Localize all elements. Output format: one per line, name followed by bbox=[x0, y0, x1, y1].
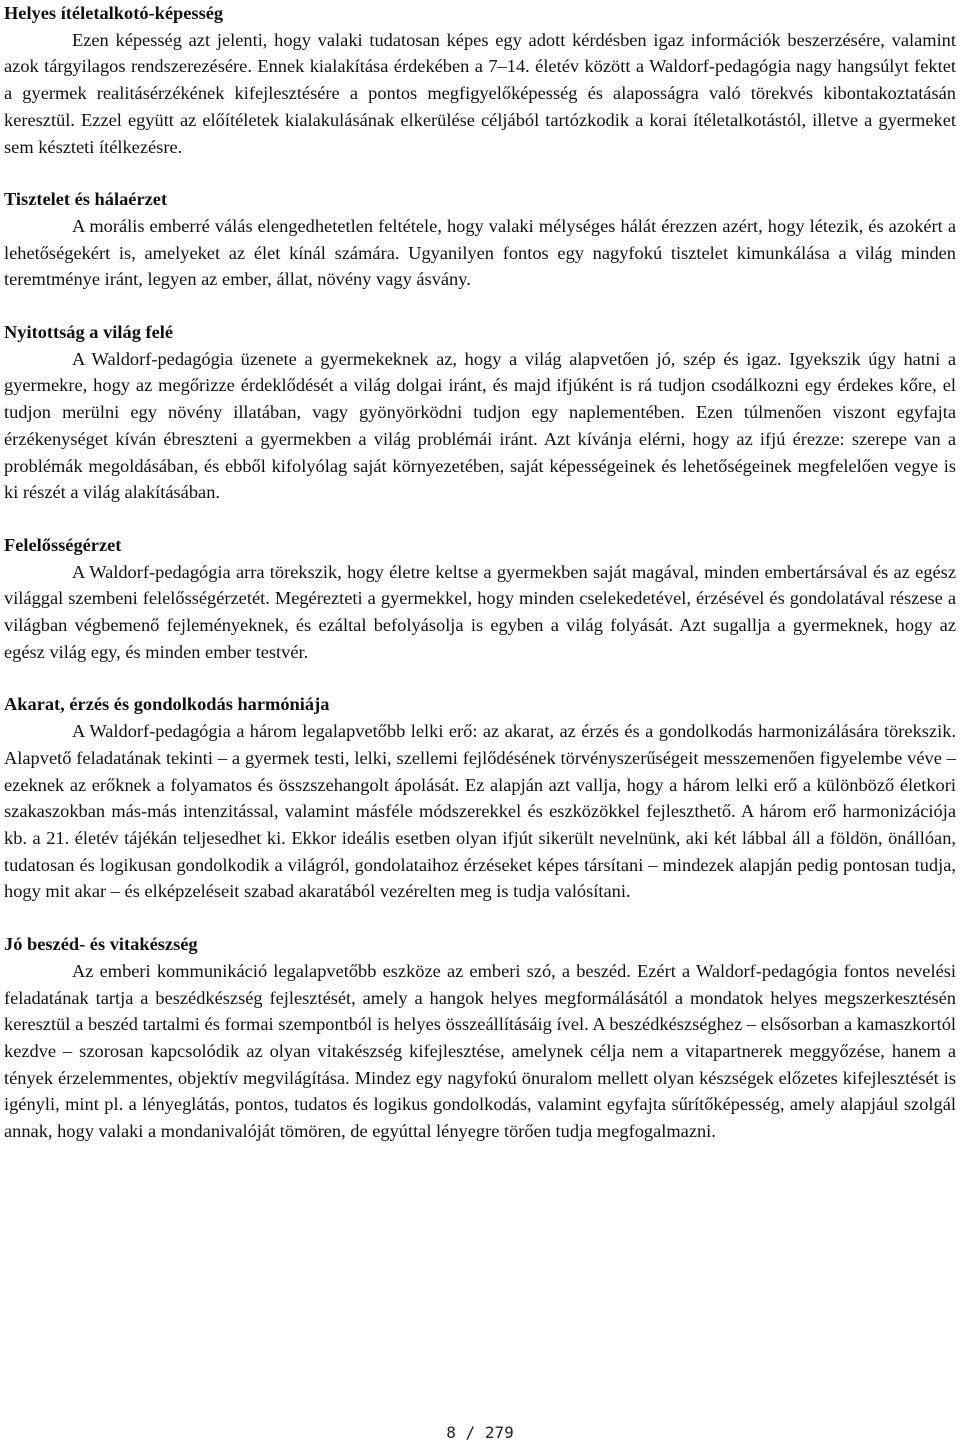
section-heading: Helyes ítéletalkotó-képesség bbox=[4, 3, 224, 23]
page-number: 8 / 279 bbox=[446, 1423, 514, 1442]
section-nyitottsag bbox=[4, 319, 956, 506]
section-beszed bbox=[4, 931, 956, 1145]
section-heading: Nyitottság a világ felé bbox=[4, 322, 174, 343]
section-heading: Akarat, érzés és gondolkodás harmóniája bbox=[4, 694, 330, 715]
section-paragraph: Az emberi kommunikáció legalapvetőbb eszköze az emberi szó, a beszéd. Ezért a Waldorf-pedagógia fontos nevelési feladatának tartja a beszédkészség fejlesztését, amely a hangok helyes megformálásától a mondatok helyes megszerkesztésén keresztül a beszéd tartalmi és formai szempontból is helyes összeállításáig ível. A beszédkészséghez – elsősorban a kamaszkortól kezdve – szorosan kapcsolódik az olyan vitakészség kifejlesztése, amelynek célja nem a vitapartnerek meggyőzése, hanem a tények érzelemmentes, objektív megvilágítása. Mindez egy nagyfokú önuralom mellett olyan készségek előzetes kifejlesztését is igényli, mint pl. a lényeglátás, pontos, tudatos és logikus gondolkodás, valamint egyfajta sűrítőképesség, amely alapjául szolgál annak, hogy valaki a mondanivalóját tömören, de egyúttal lényegre törően tudja megfogalmazni. bbox=[4, 960, 956, 1142]
section-tisztelet bbox=[4, 186, 956, 293]
section-itelet bbox=[4, 0, 956, 160]
section-paragraph: A morális emberré válás elengedhetetlen feltétele, hogy valaki mélységes hálát érezzen azért, hogy létezik, és azokért a lehetőségekért is, amelyeket az élet kínál számára. Ugyanilyen fontos egy nagyfokú tisztelet kimunkálása a világ minden teremtménye iránt, legyen az ember, állat, növény vagy ásvány. bbox=[4, 215, 956, 290]
section-heading: Jó beszéd- és vitakészség bbox=[4, 934, 198, 955]
document-page bbox=[4, 0, 956, 1451]
section-felelosseg bbox=[4, 532, 956, 666]
section-paragraph: Ezen képesség azt jelenti, hogy valaki tudatosan képes egy adott kérdésben igaz információk beszerzésére, valamint azok tárgyilagos rendszerezésére. Ennek kialakítása érdekében a 7–14. életév között a Waldorf-pedagógia nagy hangsúlyt fektet a gyermek realitásérzékének kifejlesztésére a pontos megfigyelőképesség és alaposságra való törekvés kibontakoztatásán keresztül. Ezzel együtt az előítéletek kialakulásának elkerülése céljából tartózkodik a korai ítéletalkotástól, illetve a gyermeket sem készteti ítélkezésre. bbox=[4, 29, 956, 157]
section-paragraph: A Waldorf-pedagógia üzenete a gyermekeknek az, hogy a világ alapvetően jó, szép és igaz. Igyekszik úgy hatni a gyermekre, hogy az megőrizze érdeklődését a világ dolgai iránt, és majd ifjúként is rá tudjon csodálkozni egy érdekes kőre, el tudjon merülni egy növény illatában, vagy gyönyörködni tudjon egy naplementében. Ezen túlmenően viszont egyfajta érzékenységet kíván ébreszteni a gyermekben a világ problémái iránt. Azt kívánja elérni, hogy az ifjú érezze: szerepe van a problémák megoldásában, és ebből kifolyólag saját környezetében, saját képességeinek és lehetőségeinek megfelelően vegye is ki részét a világ alakításában. bbox=[4, 348, 956, 503]
section-paragraph: A Waldorf-pedagógia a három legalapvetőbb lelki erő: az akarat, az érzés és a gondolkodás harmonizálására törekszik. Alapvető feladatának tekinti – a gyermek testi, lelki, szellemi fejlődésének törvényszerűségeit messzemenően figyelembe véve – ezeknek az erőknek a folyamatos és összszehangolt ápolását. Ez alapján azt vallja, hogy a három lelki erő a különböző életkori szakaszokban más-más intenzitással, valamint másféle módszerekkel és eszközökkel fejleszthető. A három erő harmonizációja kb. a 21. életév tájékán teljesedhet ki. Ekkor ideális esetben olyan ifjút sikerült nevelnünk, aki két lábbal áll a földön, önállóan, tudatosan és logikusan gondolkodik a világról, gondolataihoz érzéseket képes társítani – mindezek alapján pedig pontosan tudja, hogy mit akar – és elképzeléseit szabad akaratából vezérelten meg is tudja valósítani. bbox=[4, 721, 956, 902]
section-heading: Tisztelet és hálaérzet bbox=[4, 189, 168, 210]
section-heading: Felelősségérzet bbox=[4, 534, 122, 555]
section-harmonia bbox=[4, 691, 956, 905]
section-paragraph: A Waldorf-pedagógia arra törekszik, hogy életre keltse a gyermekben saját magával, minden embertársával és az egész világgal szembeni felelősségérzetét. Megérezteti a gyermekkel, hogy minden cselekedetével, érzésével és gondolatával részese a világban végbemenő fejleményeknek, és ezáltal befolyásolja is egyben a világ folyását. Azt sugallja a gyermeknek, hogy az egész világ egy, és minden ember testvér. bbox=[4, 561, 956, 662]
